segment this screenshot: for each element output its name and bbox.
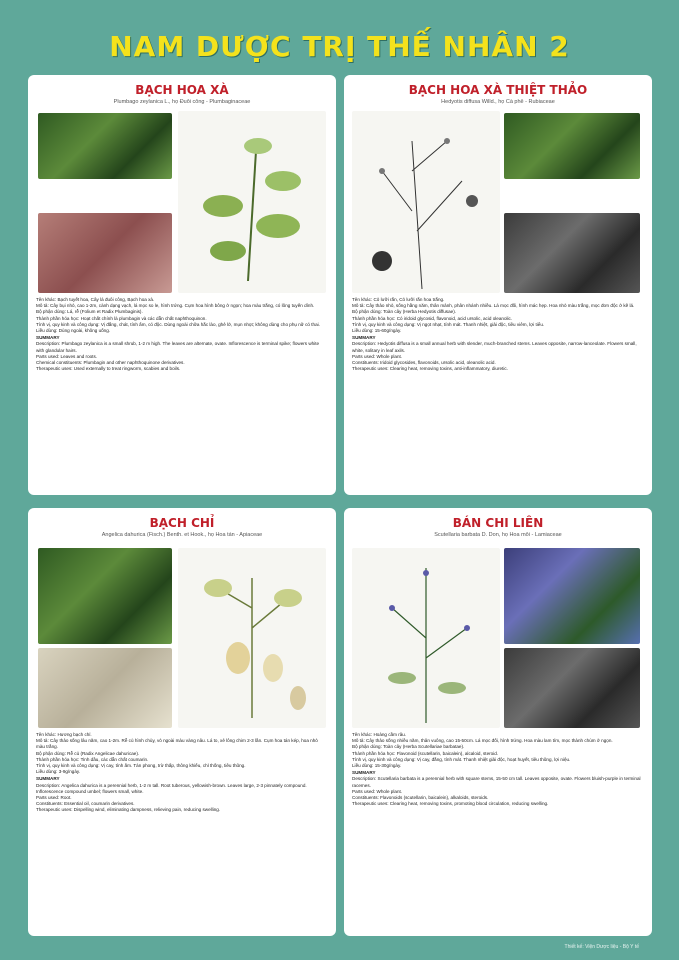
root-photo [38,648,172,728]
plant-photo [38,113,172,179]
panel-ban-chi-lien [344,508,652,936]
panel-text: Tên khác: Hoàng cầm râu. Mô tả: Cây thảo sống nhiều năm, thân vuông, cao 15-50cm. Lá mọc đối, hình trứng. Hoa màu lam tím, mọc thành chùm ở ngọn. Bộ phận dùng: Toàn cây (Herba Scutellariae barbatae). Thành phần hóa học: Flavonoid (scutellarin, baicalein), alcaloid, steroid. Tính vị, quy kinh và công dụng: Vị cay, đắng, tính mát. Thanh nhiệt giải độc, hoạt huyết, tiêu thũng, lợi niệu. Liều dùng: 15-30g/ngày. SUMMARY Description: Scutellaria barbata is a perennial herb with square stems, 15-50 cm tall. Leaves opposite, ovate. Flowers bluish-purple in terminal racemes. Parts used: Whole plant. Constituents: Flavonoids (scutellarin, baicalein), alkaloids, steroids. Therapeutic uses: Clearing heat, removing toxins, promoting blood circulation, reducing swelling. [352,732,641,807]
plant-photo [38,548,172,644]
panel-bach-hoa-xa [28,75,336,495]
panel-subtitle: Scutellaria barbata D. Don, họ Hoa môi - Lamiaceae [434,532,562,538]
root-photo [38,213,172,293]
dried-herb-photo [504,213,640,293]
panel-title: BẠCH HOA XÀ [135,83,229,97]
botanical-drawing [178,111,326,293]
panel-subtitle: Plumbago zeylanica L., họ Đuôi công - Plumbaginaceae [113,99,251,105]
panel-title: BẠCH CHỈ [149,516,215,530]
dried-herb-photo [504,648,640,728]
panel-subtitle: Hedyotis diffusa Willd., họ Cà phê - Rubiaceae [441,99,555,105]
panel-subtitle: Angelica dahurica (Fisch.) Benth. et Hook., họ Hoa tán - Apiaceae [101,532,263,538]
panel-text: Tên khác: Hương bạch chỉ. Mô tả: Cây thảo sống lâu năm, cao 1-2m. Rễ củ hình chùy, vỏ ngoài màu vàng nâu. Lá to, xẻ lông chim 2-3 lần. Cụm hoa tán kép, hoa nhỏ màu trắng. Bộ phận dùng: Rễ củ (Radix Angelicae dahuricae). Thành phần hóa học: Tinh dầu, các dẫn chất coumarin. Tính vị, quy kinh và công dụng: Vị cay, tính ấm. Tán phong, trừ thấp, thông khiếu, chỉ thống, tiêu thũng. Liều dùng: 3-9g/ngày. SUMMARY Description: Angelica dahurica is a perennial herb, 1-2 m tall. Root tuberous, yellowish-brown. Leaves large, 2-3 pinnately compound. Inflorescence compound umbel; flowers small, white. Parts used: Root. Constituents: Essential oil, coumarin derivatives. Therapeutic uses: Dispelling wind, eliminating dampness, relieving pain, reducing swelling. [36,732,318,813]
panel-title: BẠCH HOA XÀ THIỆT THẢO [408,83,588,97]
page-title: NAM DƯỢC TRỊ THẾ NHÂN 2 [109,30,570,63]
panel-title: BÁN CHI LIÊN [452,516,544,530]
plant-photo [504,113,640,179]
footer-credit: Thiết kế: Viện Dược liệu - Bộ Y tế [564,944,639,950]
panel-bach-chi [28,508,336,936]
plant-photo [504,548,640,644]
botanical-drawing [352,111,500,293]
botanical-drawing [178,548,326,728]
panel-bach-hoa-xa-thiet-thao [344,75,652,495]
botanical-drawing [352,548,500,728]
panel-text: Tên khác: Bạch tuyết hoa, Cây lá đuôi công, Bạch hoa xà. Mô tả: Cây bụi nhỏ, cao 1-2m, cành dạng vạch, lá mọc so le, hình trứng. Cụm hoa hình bông ở ngọn; hoa màu trắng, có lông tuyến dính. Bộ phận dùng: Lá, rễ (Folium et Radix Plumbaginis). Thành phần hóa học: Hoạt chất chính là plumbagin và các dẫn chất naphthoquinon. Tính vị, quy kinh và công dụng: Vị đắng, chát, tính ấm, có độc. Dùng ngoài chữa hắc lào, ghẻ lở, mụn nhọt; không dùng cho phụ nữ có thai. Liều dùng: Dùng ngoài, không uống. SUMMARY Description: Plumbago zeylanica is a small shrub, 1-2 m high. The leaves are alternate, ovate. Inflorescence is terminal spike; flowers white with glandular hairs. Parts used: Leaves and roots. Chemical constituents: Plumbagin and other naphthoquinone derivatives. Therapeutic uses: Used externally to treat ringworm, scabies and boils. [36,297,320,372]
panel-text: Tên khác: Cỏ lưỡi rắn, Cỏ lưỡi rắn hoa trắng. Mô tả: Cây thảo nhỏ, sống hằng năm, thân mảnh, phân nhánh nhiều. Lá mọc đối, hình mác hẹp. Hoa nhỏ màu trắng, mọc đơn độc ở kẽ lá. Bộ phận dùng: Toàn cây (Herba Hedyotis diffusae). Thành phần hóa học: Có iridoid glycosid, flavonoid, acid ursolic, acid oleanolic. Tính vị, quy kinh và công dụng: Vị ngọt nhạt, tính mát. Thanh nhiệt, giải độc, tiêu viêm, lợi tiểu. Liều dùng: 15-60g/ngày. SUMMARY Description: Hedyotis diffusa is a small annual herb with slender, much-branched stems. Leaves opposite, narrow-lanceolate. Flowers small, white, solitary in leaf axils. Parts used: Whole plant. Constituents: Iridoid glycosides, flavonoids, ursolic acid, oleanolic acid. Therapeutic uses: Clearing heat, removing toxins, anti-inflammatory, diuretic. [352,297,637,372]
